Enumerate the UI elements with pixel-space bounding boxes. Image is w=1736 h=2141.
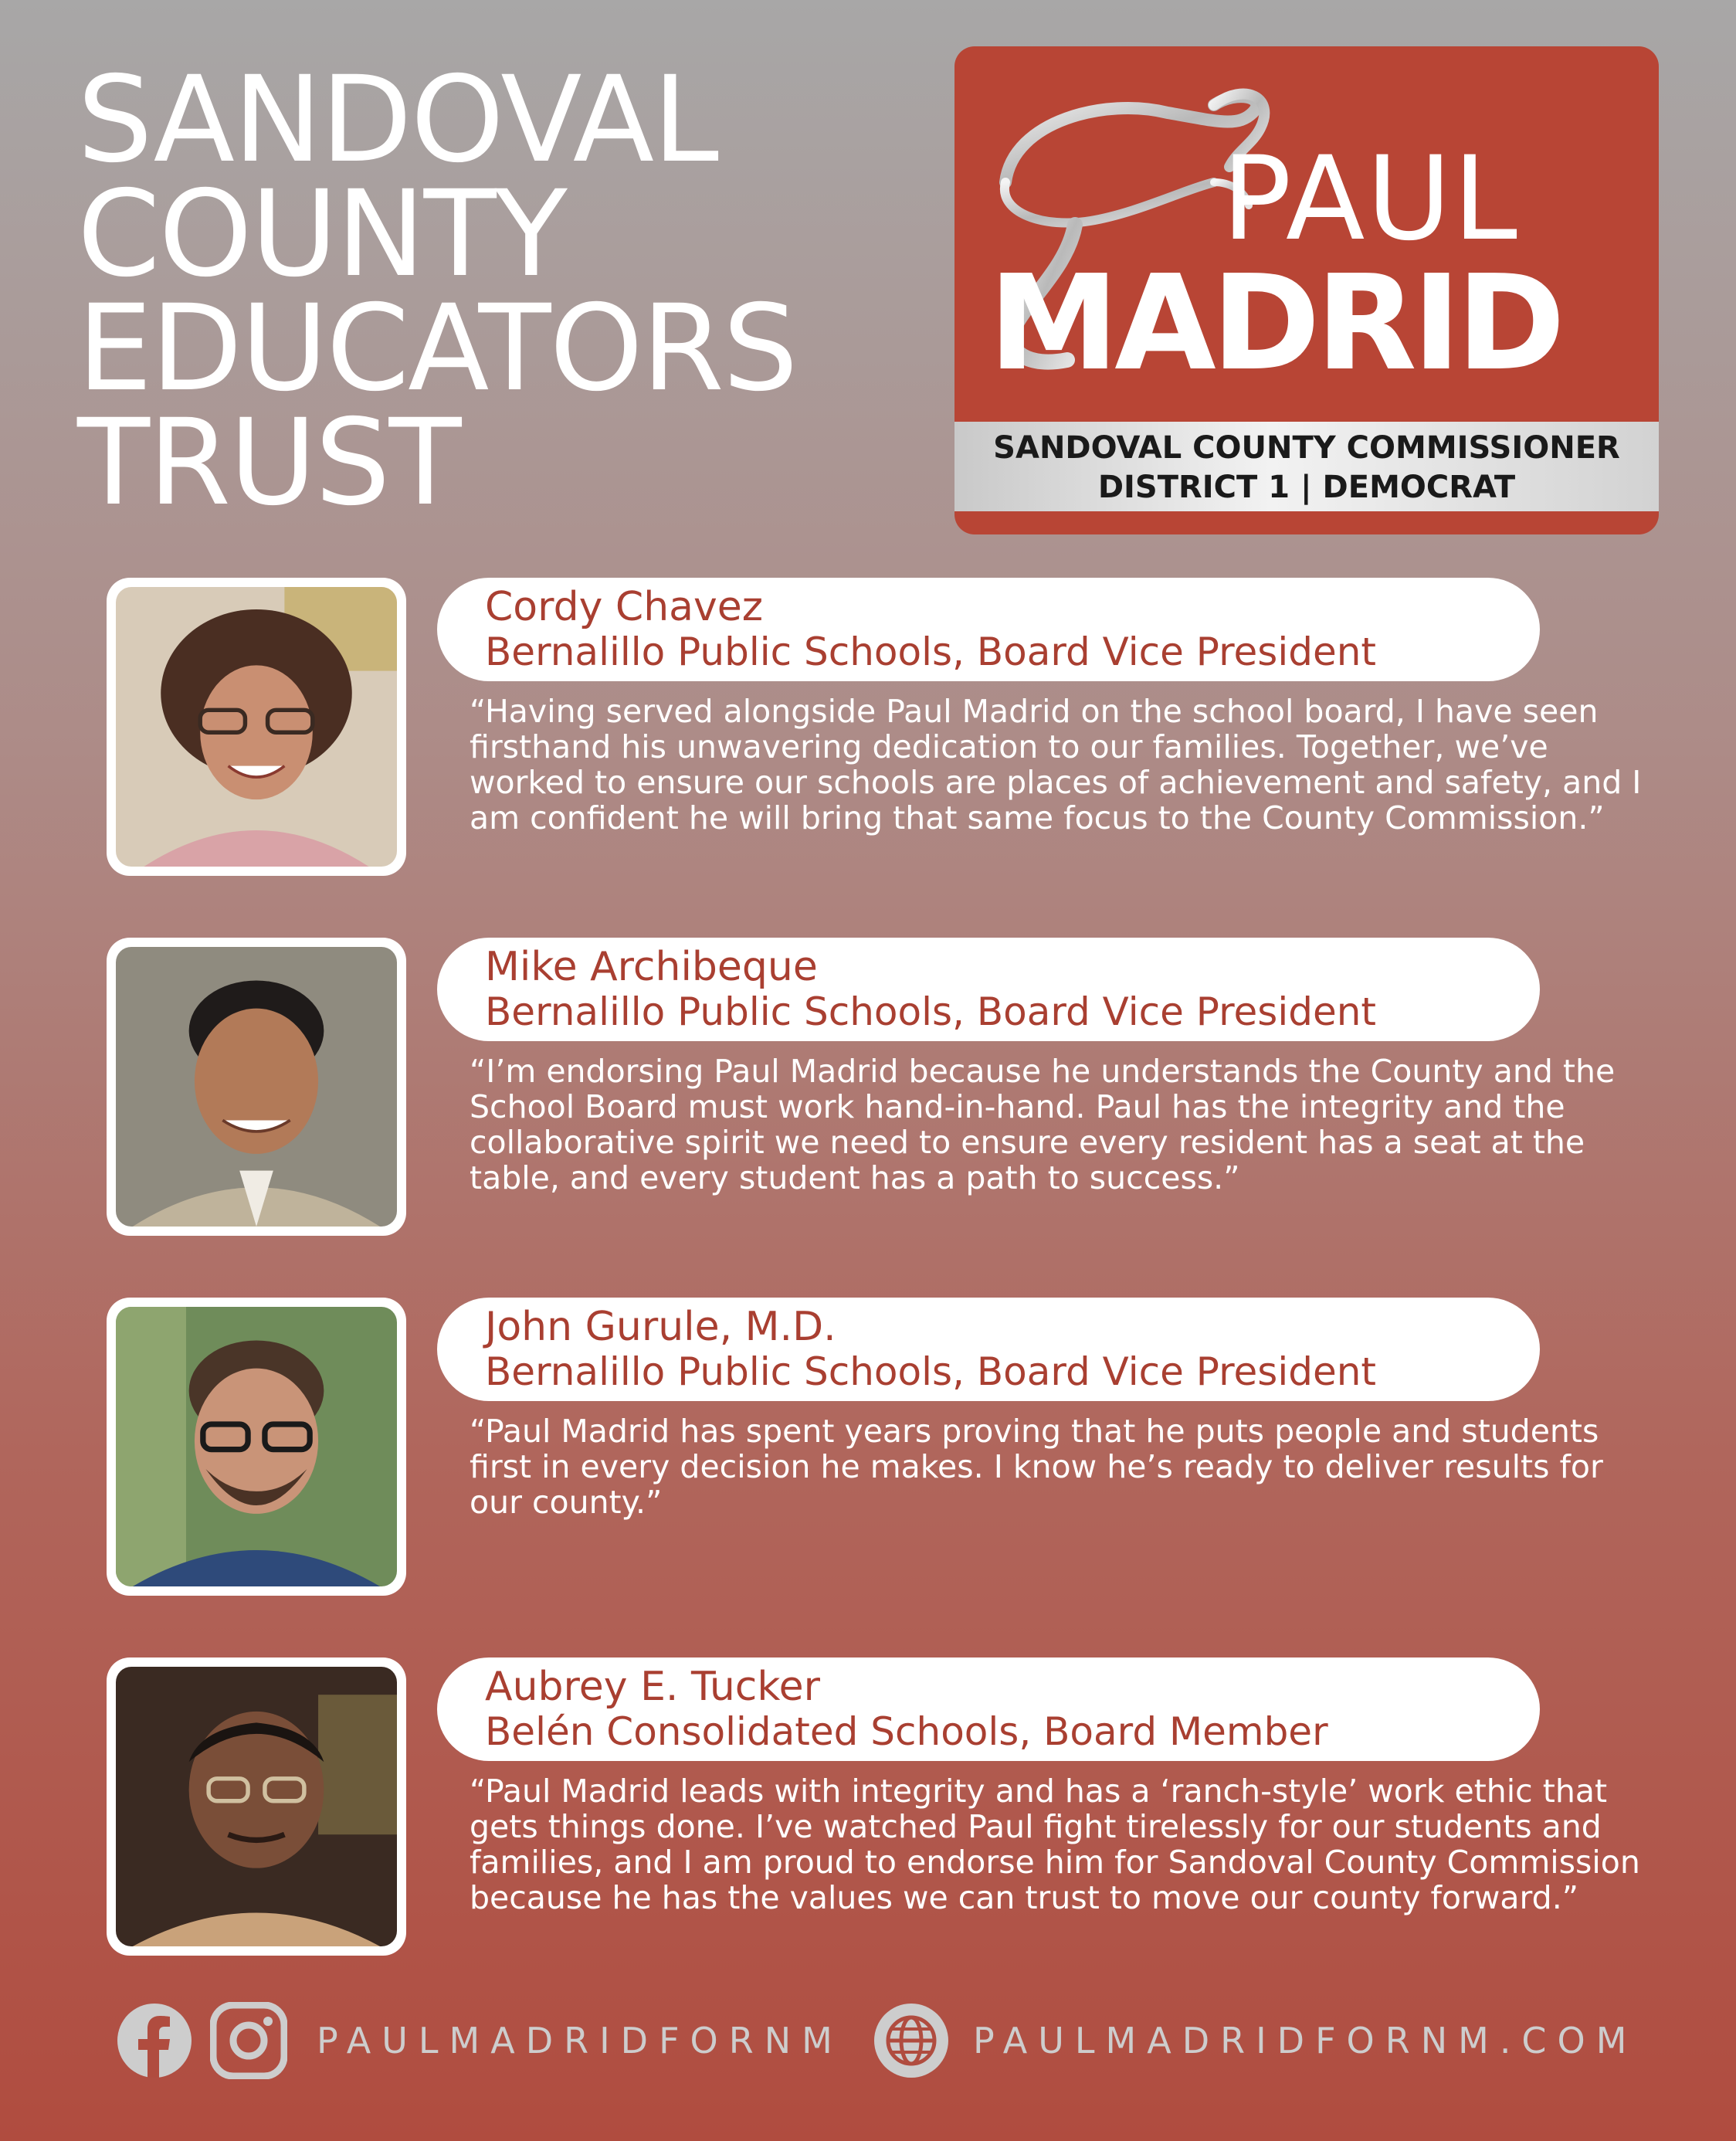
endorser-role: Bernalillo Public Schools, Board Vice President — [485, 1349, 1377, 1394]
endorser-name: Mike Archibeque — [485, 944, 818, 990]
endorser-name-pill — [437, 1298, 1540, 1401]
endorser-name-pill — [437, 1657, 1540, 1761]
candidate-first-name: PAUL — [1222, 132, 1519, 266]
endorsement-card — [107, 1298, 1659, 1599]
endorser-photo — [107, 1657, 406, 1956]
endorser-portrait-icon — [116, 947, 397, 1227]
campaign-logo — [954, 46, 1659, 534]
endorser-name: Aubrey E. Tucker — [485, 1664, 821, 1710]
social-handle[interactable]: PAULMADRIDFORNM — [317, 2020, 843, 2061]
endorser-photo — [107, 578, 406, 876]
endorser-portrait-icon — [116, 587, 397, 867]
district-party: DISTRICT 1 | DEMOCRAT — [1097, 470, 1516, 505]
endorser-role: Bernalillo Public Schools, Board Vice President — [485, 629, 1377, 674]
endorsement-card — [107, 938, 1659, 1239]
globe-icon — [873, 2002, 950, 2079]
endorser-name: Cordy Chavez — [485, 584, 764, 630]
endorser-portrait-icon — [116, 1667, 397, 1946]
headline-line: EDUCATORS — [77, 280, 797, 418]
endorser-portrait-icon — [116, 1307, 397, 1586]
headline — [77, 51, 911, 532]
headline-line: COUNTY — [77, 165, 566, 304]
endorser-name-pill — [437, 938, 1540, 1041]
endorsement-card — [107, 1657, 1659, 1959]
office-title: SANDOVAL COUNTY COMMISSIONER — [993, 430, 1620, 466]
endorsement-quote: “Having served alongside Paul Madrid on the school board, I have seen firsthand his unwavering dedication to our families. Together, we’ve worked to ensure our schools are places of achievement and safety, and I am confident he will bring that same focus to the County Commission.” — [470, 693, 1642, 836]
candidate-last-name: MADRID — [988, 247, 1561, 400]
endorser-photo — [107, 938, 406, 1236]
endorsement-quote: “Paul Madrid leads with integrity and has a ‘ranch-style’ work ethic that gets things done. I’ve watched Paul fight tirelessly for our students and families, and I am proud to endorse him for Sandoval County Commission because he has the values we can trust to move our county forward.” — [470, 1773, 1640, 1916]
website-link[interactable]: PAULMADRIDFORNM.COM — [973, 2020, 1638, 2061]
facebook-icon[interactable] — [116, 2002, 193, 2079]
endorser-role: Belén Consolidated Schools, Board Member — [485, 1709, 1328, 1754]
headline-line: SANDOVAL — [77, 51, 717, 189]
endorser-role: Bernalillo Public Schools, Board Vice President — [485, 989, 1377, 1034]
endorser-name-pill — [437, 578, 1540, 681]
endorser-name: John Gurule, M.D. — [485, 1304, 836, 1350]
instagram-icon[interactable] — [210, 2002, 287, 2079]
endorser-photo — [107, 1298, 406, 1596]
footer — [116, 2002, 1645, 2079]
endorsement-quote: “Paul Madrid has spent years proving that he puts people and students first in every decision he makes. I know he’s ready to deliver results for our county.” — [470, 1413, 1603, 1521]
endorsement-card — [107, 578, 1659, 879]
headline-line: TRUST — [77, 394, 460, 532]
office-banner — [954, 422, 1659, 511]
endorsement-quote: “I’m endorsing Paul Madrid because he understands the County and the School Board must work hand-in-hand. Paul has the integrity and the collaborative spirit we need to ensure every resident has a seat at the table, and every student has a path to success.” — [470, 1053, 1616, 1196]
